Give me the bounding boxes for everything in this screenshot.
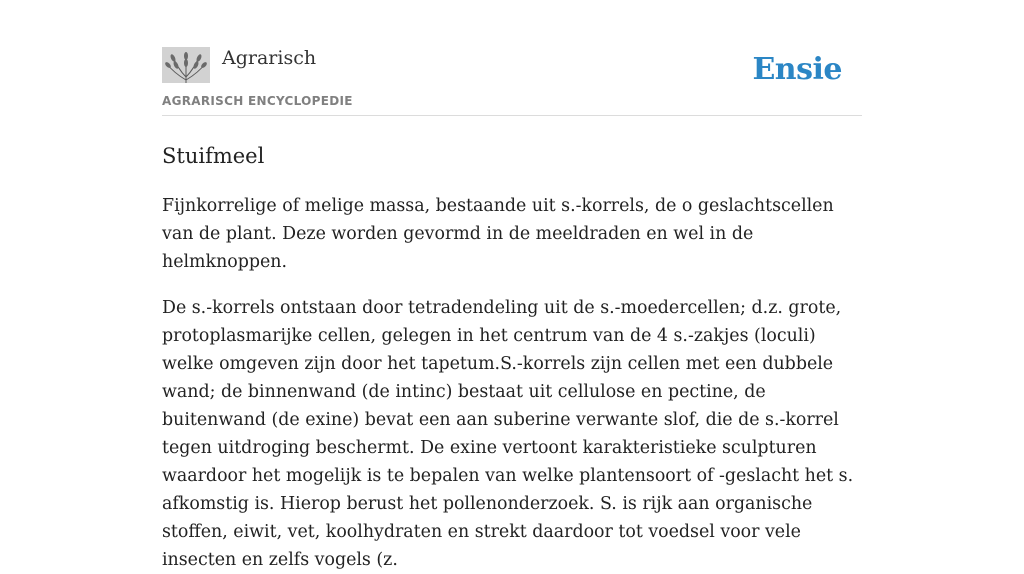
- article-title: Stuifmeel: [162, 144, 265, 168]
- article-paragraph-1: Fijnkorrelige of melige massa, bestaande uit s.-korrels, de o geslachtscellen van de plant. Deze worden gevormd in de meeldraden en wel in de helmknoppen.: [162, 196, 834, 272]
- source-subtitle: AGRARISCH ENCYCLOPEDIE: [162, 94, 353, 108]
- wheat-icon[interactable]: [162, 47, 210, 83]
- source-name-link[interactable]: Agrarisch: [222, 47, 317, 69]
- source-header: [162, 44, 862, 116]
- article-paragraph-2: De s.-korrels ontstaan door tetradendeling uit de s.-moedercellen; d.z. grote, protoplasmarijke cellen, gelegen in het centrum van de 4 s.-zakjes (loculi) welke omgeven zijn door het tapetum.S.-korrels zijn cellen met een dubbele wand; de binnenwand (de intinc) bestaat uit cellulose en pectine, de buitenwand (de exine) bevat een aan suberine verwante slof, die de s.-korrel tegen uitdroging beschermt. De exine vertoont karakteristieke sculpturen waardoor het mogelijk is te bepalen van welke plantensoort of -geslacht het s. afkomstig is. Hierop berust het pollenonderzoek. S. is rijk aan organische stoffen, eiwit, vet, koolhydraten en strekt daardoor tot voedsel voor vele insecten en zelfs vogels (z.: [162, 298, 854, 570]
- article-container: [162, 44, 862, 574]
- ensie-logo-link[interactable]: Ensie: [752, 52, 842, 87]
